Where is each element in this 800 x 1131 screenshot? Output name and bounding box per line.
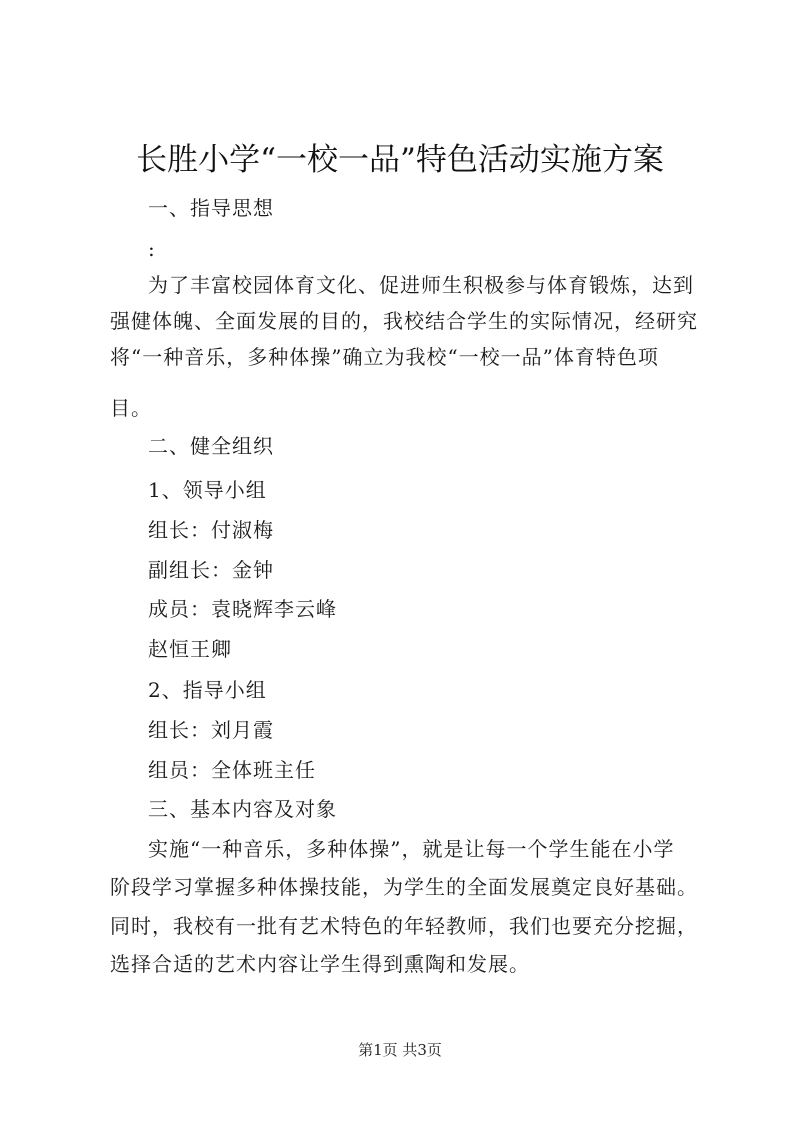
- subsection-heading: 2、指导小组: [148, 678, 267, 702]
- paragraph-line: 目。: [110, 396, 152, 420]
- paragraph-line: 实施“一种音乐，多种体操”，就是让每一个学生能在小学: [148, 837, 675, 861]
- list-item: 组员：全体班主任: [148, 758, 316, 782]
- list-item: 赵恒王卿: [148, 637, 232, 661]
- paragraph-line: 为了丰富校园体育文化、促进师生积极参与体育锻炼，达到: [148, 273, 694, 297]
- document-title: 长胜小学“一校一品”特色活动实施方案: [136, 142, 664, 178]
- subsection-heading: 1、领导小组: [148, 478, 267, 502]
- paragraph-line: 选择合适的艺术内容让学生得到熏陶和发展。: [110, 952, 530, 976]
- list-item: 成员：袁晓辉李云峰: [148, 597, 337, 621]
- paragraph-line: 强健体魄、全面发展的目的，我校结合学生的实际情况，经研究: [110, 309, 698, 333]
- paragraph-line: :: [148, 237, 156, 261]
- section-heading: 二、健全组织: [148, 434, 274, 458]
- list-item: 副组长：金钟: [148, 558, 274, 582]
- list-item: 组长：刘月霞: [148, 718, 274, 742]
- list-item: 组长：付淑梅: [148, 518, 274, 542]
- paragraph-line: 阶段学习掌握多种体操技能，为学生的全面发展奠定良好基础。: [110, 875, 698, 899]
- section-heading: 三、基本内容及对象: [148, 797, 337, 821]
- paragraph-line: 将“一种音乐，多种体操”确立为我校“一校一品”体育特色项: [110, 345, 659, 369]
- page-footer: 第1页 共3页: [358, 1041, 442, 1059]
- section-heading: 一、指导思想: [148, 196, 274, 220]
- paragraph-line: 同时，我校有一批有艺术特色的年轻教师，我们也要充分挖掘，: [110, 914, 698, 938]
